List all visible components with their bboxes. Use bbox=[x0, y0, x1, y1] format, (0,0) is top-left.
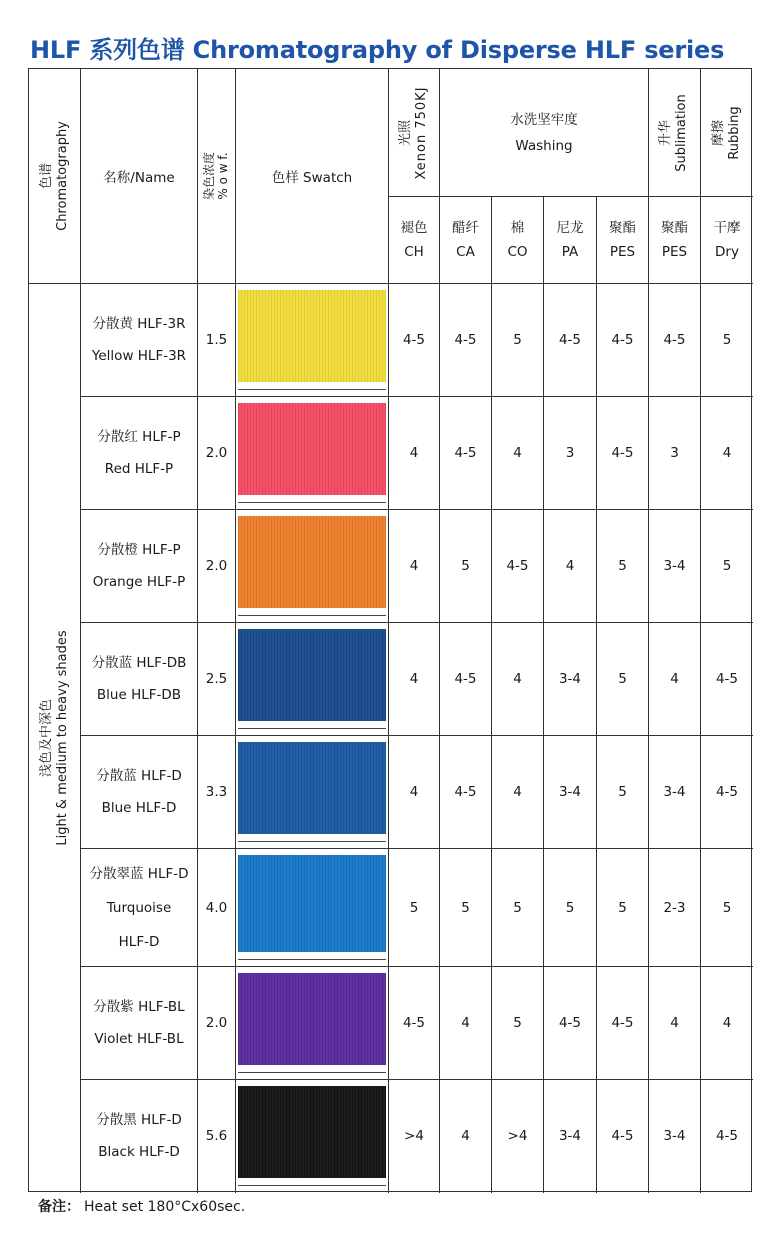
fastness-value: 4-5 bbox=[611, 445, 634, 461]
chromatography-header: 色谱 Chromatography bbox=[39, 121, 70, 231]
dye-name-cell bbox=[81, 849, 197, 966]
dye-depth-value: 2.5 bbox=[205, 671, 228, 687]
dye-name-cn: 分散黄 HLF-3R bbox=[92, 316, 186, 332]
fastness-value: 5 bbox=[722, 558, 732, 574]
dye-depth-value: 5.6 bbox=[205, 1128, 228, 1144]
dye-name-cell bbox=[81, 1080, 197, 1192]
fastness-value: 4 bbox=[409, 671, 419, 687]
fastness-value: 4 bbox=[461, 1128, 470, 1144]
dye-name-en: Yellow HLF-3R bbox=[91, 348, 187, 364]
fastness-value: 4-5 bbox=[454, 784, 477, 800]
dye-depth-value: 3.3 bbox=[205, 784, 228, 800]
subheader-pes-washing: 聚酯 PES bbox=[609, 220, 636, 260]
dye-name-en: Violet HLF-BL bbox=[94, 1031, 184, 1047]
fastness-value: 2-3 bbox=[663, 899, 686, 916]
dye-depth-value: 2.0 bbox=[205, 445, 228, 461]
fastness-value: 4-5 bbox=[454, 671, 477, 687]
swatch-divider bbox=[238, 841, 386, 842]
fastness-value: >4 bbox=[404, 1128, 424, 1144]
fastness-value: 4 bbox=[409, 784, 419, 800]
color-swatch bbox=[238, 855, 386, 952]
swatch-divider bbox=[238, 728, 386, 729]
fastness-value: 5 bbox=[565, 899, 575, 916]
dye-name-en: Black HLF-D bbox=[98, 1144, 180, 1160]
washing-header: 水洗坚牢度 Washing bbox=[510, 111, 578, 154]
fastness-value: 5 bbox=[618, 671, 627, 687]
dye-name-cn: 分散蓝 HLF-DB bbox=[91, 655, 187, 671]
fastness-value: 4-5 bbox=[558, 1015, 582, 1031]
fastness-value: 4 bbox=[565, 558, 575, 574]
subheader-pa: 尼龙 PA bbox=[556, 220, 584, 260]
fastness-value: 4 bbox=[670, 671, 679, 687]
fastness-value: 5 bbox=[409, 899, 419, 916]
dye-name-cell bbox=[81, 736, 197, 848]
subheader-ch: 褪色 CH bbox=[400, 220, 428, 260]
dye-depth-value: 2.0 bbox=[205, 1015, 228, 1031]
fastness-value: 4-5 bbox=[663, 332, 686, 348]
footer-note: 备注： Heat set 180°Cx60sec. bbox=[38, 1199, 246, 1215]
fastness-value: 4 bbox=[409, 445, 419, 461]
subheader-dry: 干摩 Dry bbox=[713, 220, 741, 260]
dye-name-en: Orange HLF-P bbox=[92, 574, 186, 590]
fastness-value: 5 bbox=[461, 558, 470, 574]
fastness-value: 4 bbox=[722, 445, 732, 461]
fastness-value: 4-5 bbox=[402, 1015, 426, 1031]
fastness-value: 5 bbox=[722, 332, 732, 348]
swatch-divider bbox=[238, 959, 386, 960]
subheader-pes-sublimation: 聚酯 PES bbox=[661, 220, 688, 260]
color-swatch bbox=[238, 742, 386, 834]
swatch-divider bbox=[238, 615, 386, 616]
swatch-divider bbox=[238, 502, 386, 503]
rubbing-header: 摩擦 Rubbing bbox=[711, 106, 742, 160]
fastness-value: 4 bbox=[461, 1015, 470, 1031]
fastness-value: 5 bbox=[722, 899, 732, 916]
dye-name-cn: 分散紫 HLF-BL bbox=[93, 999, 185, 1015]
fastness-value: 4 bbox=[513, 445, 522, 461]
fastness-value: 4-5 bbox=[558, 332, 582, 348]
dye-name-cn: 分散蓝 HLF-D bbox=[96, 768, 182, 784]
dye-name-en: Red HLF-P bbox=[104, 461, 174, 477]
fastness-value: 5 bbox=[513, 332, 522, 348]
fastness-value: 4-5 bbox=[402, 332, 426, 348]
subheader-co: 棉 CO bbox=[507, 220, 528, 260]
swatch-header: 色样 Swatch bbox=[271, 170, 353, 186]
fastness-value: 4 bbox=[513, 784, 522, 800]
color-swatch bbox=[238, 629, 386, 721]
fastness-value: 3-4 bbox=[663, 784, 686, 800]
dye-name-cell bbox=[81, 967, 197, 1079]
dye-name-cell bbox=[81, 623, 197, 735]
subheader-ca: 醋纤 CA bbox=[452, 220, 479, 260]
dye-depth-value: 2.0 bbox=[205, 558, 228, 574]
dye-depth-header: 染色浓度 % o w f. bbox=[202, 151, 230, 201]
fastness-value: 4-5 bbox=[611, 1128, 634, 1144]
fastness-value: 5 bbox=[618, 784, 627, 800]
name-header: 名称/Name bbox=[103, 170, 175, 186]
fastness-value: 4-5 bbox=[611, 1015, 634, 1031]
fastness-value: 3 bbox=[565, 445, 575, 461]
dye-name-en: Turquoise bbox=[106, 899, 172, 916]
dye-name-cell bbox=[81, 510, 197, 622]
fastness-value: 3-4 bbox=[558, 1128, 582, 1144]
fastness-value: 4-5 bbox=[454, 332, 477, 348]
dye-name-cn: 分散橙 HLF-P bbox=[97, 542, 181, 558]
fastness-value: 5 bbox=[513, 899, 522, 916]
page-title: HLF 系列色谱 Chromatography of Disperse HLF series bbox=[30, 36, 725, 64]
chromatography-table bbox=[28, 68, 752, 1192]
dye-depth-value: 1.5 bbox=[205, 332, 228, 348]
swatch-divider bbox=[238, 389, 386, 390]
swatch-divider bbox=[238, 1185, 386, 1186]
dye-name-cell bbox=[81, 397, 197, 509]
dye-name-cell bbox=[81, 284, 197, 396]
swatch-divider bbox=[238, 1072, 386, 1073]
fastness-value: 4-5 bbox=[715, 784, 739, 800]
fastness-value: 3 bbox=[670, 445, 679, 461]
fastness-value: 5 bbox=[618, 899, 627, 916]
fastness-value: >4 bbox=[507, 1128, 528, 1144]
color-swatch bbox=[238, 290, 386, 382]
fastness-value: 5 bbox=[618, 558, 627, 574]
color-swatch bbox=[238, 516, 386, 608]
color-swatch bbox=[238, 973, 386, 1065]
fastness-value: 5 bbox=[461, 899, 470, 916]
fastness-value: 3-4 bbox=[558, 671, 582, 687]
fastness-value: 4-5 bbox=[611, 332, 634, 348]
color-swatch bbox=[238, 1086, 386, 1178]
shade-group-label: 浅色及中深色 Light & medium to heavy shades bbox=[39, 630, 70, 846]
fastness-value: 4-5 bbox=[715, 1128, 739, 1144]
fastness-value: 4-5 bbox=[506, 558, 529, 574]
fastness-value: 3-4 bbox=[663, 558, 686, 574]
light-fastness-header: 光照 Xenon 750KJ bbox=[398, 86, 429, 180]
fastness-value: 5 bbox=[513, 1015, 522, 1031]
fastness-value: 4 bbox=[670, 1015, 679, 1031]
fastness-value: 4 bbox=[722, 1015, 732, 1031]
fastness-value: 4 bbox=[409, 558, 419, 574]
color-swatch bbox=[238, 403, 386, 495]
dye-name-en: Blue HLF-D bbox=[101, 800, 177, 816]
dye-name-en: Blue HLF-DB bbox=[96, 687, 182, 703]
fastness-value: 4-5 bbox=[454, 445, 477, 461]
sublimation-header: 升华 Sublimation bbox=[658, 94, 689, 172]
fastness-value: 4-5 bbox=[715, 671, 739, 687]
dye-name-cn: 分散红 HLF-P bbox=[97, 429, 181, 445]
fastness-value: 4 bbox=[513, 671, 522, 687]
dye-name-en-line2: HLF-D bbox=[118, 933, 160, 950]
dye-name-cn: 分散翠蓝 HLF-D bbox=[89, 865, 189, 882]
dye-name-cn: 分散黑 HLF-D bbox=[96, 1112, 182, 1128]
fastness-value: 3-4 bbox=[663, 1128, 686, 1144]
dye-depth-value: 4.0 bbox=[205, 899, 228, 916]
fastness-value: 3-4 bbox=[558, 784, 582, 800]
